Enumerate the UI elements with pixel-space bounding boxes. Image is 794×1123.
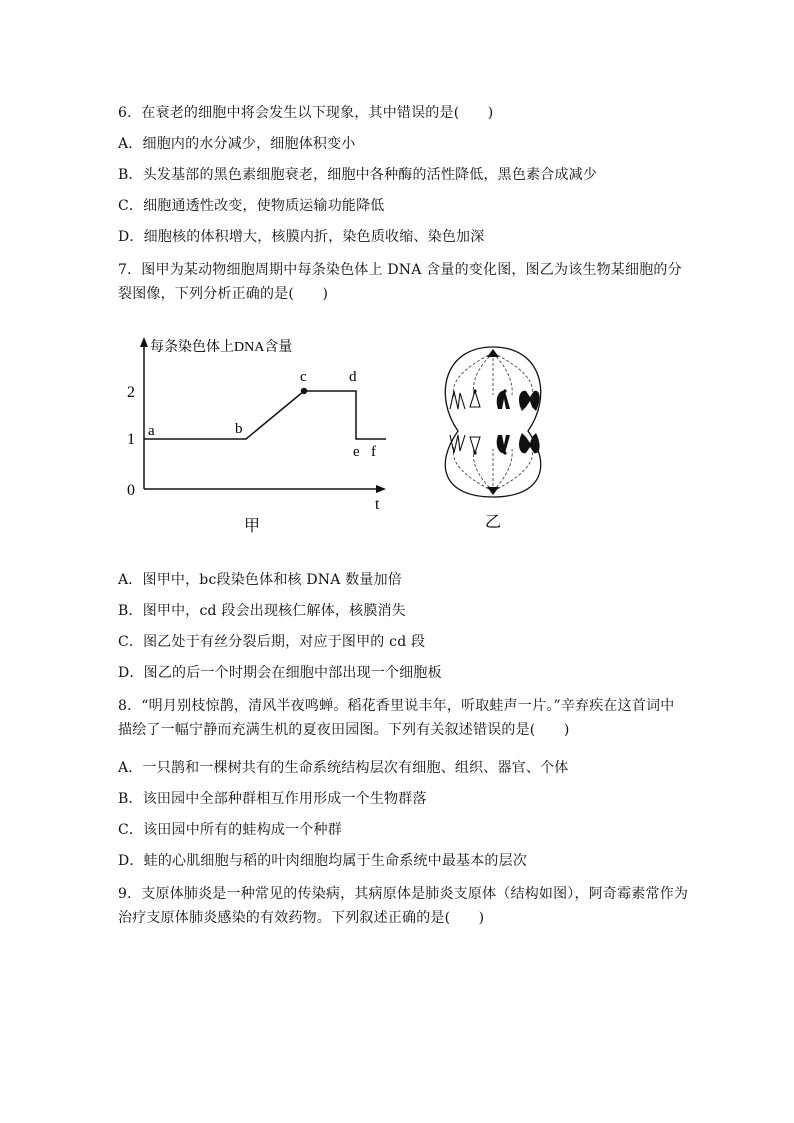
point-label-e: e [353, 444, 360, 460]
point-label-c: c [300, 369, 307, 385]
q9-stem-line-1: 9．支原体肺炎是一种常见的传染病，其病原体是肺炎支原体（结构如图），阿奇霉素常作为 [118, 886, 689, 902]
spindle-fibers [453, 353, 532, 491]
y-tick-2: 2 [127, 384, 135, 401]
y-tick-1: 1 [127, 431, 135, 448]
q8-stem-line-2: 描绘了一幅宁静而充满生机的夏夜田园图。下列有关叙述错误的是( ) [118, 722, 570, 738]
q7-option-d: D．图乙的后一个时期会在细胞中部出现一个细胞板 [118, 665, 442, 681]
q8-option-c: C．该田园中所有的蛙构成一个种群 [118, 822, 342, 838]
q8-option-b: B．该田园中全部种群相互作用形成一个生物群落 [118, 791, 427, 807]
q6-option-c: C．细胞通透性改变，使物质运输功能降低 [118, 198, 385, 214]
point-label-b: b [235, 421, 243, 437]
centrosome-top-icon [487, 349, 499, 357]
q7-stem-line-1: 7．图甲为某动物细胞周期中每条染色体上 DNA 含量的变化图，图乙为该生物某细胞的分 [118, 262, 682, 278]
q8-option-d: D．蛙的心肌细胞与稻的叶肉细胞均属于生命系统中最基本的层次 [118, 853, 528, 869]
point-c-marker [301, 388, 307, 394]
q9-stem-line-2: 治疗支原体肺炎感染的有效药物。下列叙述正确的是( ) [118, 910, 485, 926]
figure-yi-cell-diagram [428, 335, 558, 535]
q8-option-a: A．一只鹊和一棵树共有的生命系统结构层次有细胞、组织、器官、个体 [118, 760, 569, 776]
lower-chromosomes [450, 433, 540, 455]
y-axis-label: 每条染色体上DNA含量 [150, 340, 293, 355]
figure-yi-caption: 乙 [485, 514, 502, 531]
q7-option-a: A．图甲中，bc段染色体和核 DNA 数量加倍 [118, 572, 402, 588]
q6-stem: 6．在衰老的细胞中将会发生以下现象，其中错误的是( ) [118, 105, 494, 121]
y-axis-arrow-icon [140, 337, 148, 347]
point-label-a: a [148, 423, 155, 439]
figure-jia-caption: 甲 [244, 518, 261, 535]
figure-jia-graph [110, 325, 410, 540]
q7-stem-line-2: 裂图像，下列分析正确的是( ) [118, 286, 329, 302]
upper-chromosomes [450, 389, 540, 411]
dna-content-curve [144, 391, 386, 439]
x-axis-arrow-icon [376, 485, 386, 493]
centrosome-bottom-icon [487, 487, 499, 495]
point-label-d: d [349, 369, 357, 385]
q7-option-c: C．图乙处于有丝分裂后期，对应于图甲的 cd 段 [118, 634, 426, 650]
q6-option-b: B．头发基部的黑色素细胞衰老，细胞中各种酶的活性降低，黑色素合成减少 [118, 167, 598, 183]
q6-option-a: A．细胞内的水分减少，细胞体积变小 [118, 136, 356, 152]
x-axis-label: t [375, 496, 380, 513]
y-tick-0: 0 [127, 482, 135, 499]
q6-option-d: D．细胞核的体积增大，核膜内折，染色质收缩、染色加深 [118, 229, 485, 245]
point-label-f: f [371, 444, 376, 460]
q7-option-b: B．图甲中，cd 段会出现核仁解体，核膜消失 [118, 603, 406, 619]
q8-stem-line-1: 8．“明月别枝惊鹊，清风半夜鸣蝉。稻花香里说丰年，听取蛙声一片。”辛弃疾在这首词中 [118, 698, 675, 714]
